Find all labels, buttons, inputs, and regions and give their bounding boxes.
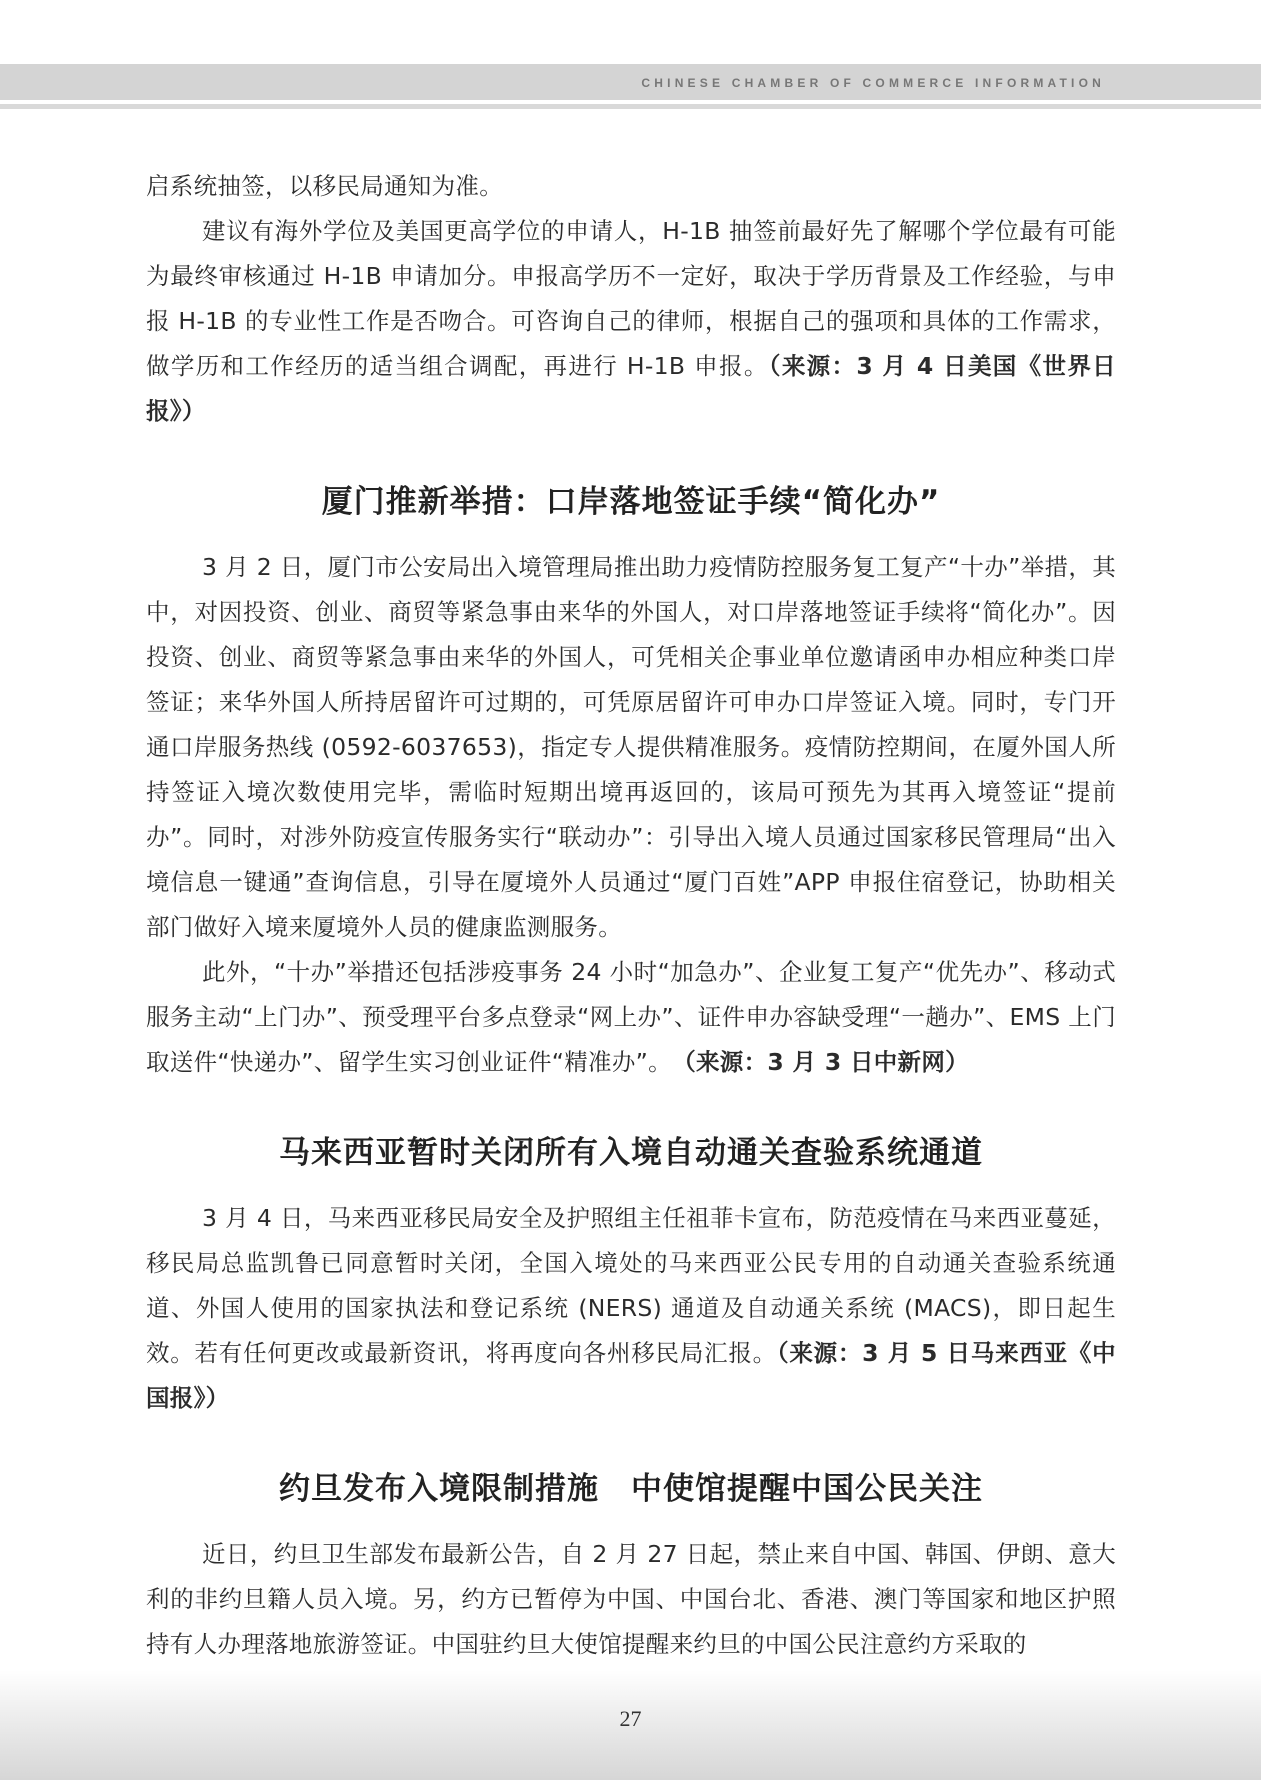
page-number: 27	[619, 1706, 642, 1731]
running-header: CHINESE CHAMBER OF COMMERCE INFORMATION	[641, 76, 1105, 90]
source-citation: （来源：3 月 4 日美国《世界日报》）	[146, 352, 1116, 425]
article-paragraph-text: 此外，“十办”举措还包括涉疫事务 24 小时“加急办”、企业复工复产“优先办”、移动式服务主动“上门办”、预受理平台多点登录“网上办”、证件申办容缺受理“一趟办”、EMS 上门取送件“快递办”、留学生实习创业证件“精准办”。	[146, 958, 1116, 1076]
article-title: 约旦发布入境限制措施 中使馆提醒中国公民关注	[279, 1471, 983, 1507]
article-paragraph	[146, 950, 1116, 1085]
article-paragraph	[146, 1196, 1116, 1421]
source-citation: （来源：3 月 5 日马来西亚《中国报》）	[146, 1339, 1116, 1412]
page-body	[146, 164, 1116, 1667]
article-paragraph: 3 月 2 日，厦门市公安局出入境管理局推出助力疫情防控服务复工复产“十办”举措，其中，对因投资、创业、商贸等紧急事由来华的外国人，对口岸落地签证手续将“简化办”。因投资、创业、商贸等紧急事由来华的外国人，可凭相关企事业单位邀请函申办相应种类口岸签证；来华外国人所持居留许可过期的，可凭原居留许可申办口岸签证入境。同时，专门开通口岸服务热线 (0592-6037653)，指定专人提供精准服务。疫情防控期间，在厦外国人所持签证入境次数使用完毕，需临时短期出境再返回的，该局可预先为其再入境签证“提前办”。同时，对涉外防疫宣传服务实行“联动办”：引导出入境人员通过国家移民管理局“出入境信息一键通”查询信息，引导在厦境外人员通过“厦门百姓”APP 申报住宿登记，协助相关部门做好入境来厦境外人员的健康监测服务。	[146, 553, 1116, 941]
article-title: 马来西亚暂时关闭所有入境自动通关查验系统通道	[279, 1135, 983, 1171]
source-citation: （来源：3 月 3 日中新网）	[683, 1048, 969, 1076]
article-paragraph-text: 3 月 4 日，马来西亚移民局安全及护照组主任祖菲卡宣布，防范疫情在马来西亚蔓延，移民局总监凯鲁已同意暂时关闭，全国入境处的马来西亚公民专用的自动通关查验系统通道、外国人使用的国家执法和登记系统 (NERS) 通道及自动通关系统 (MACS)，即日起生效。若有任何更改或最新资讯，将再度向各州移民局汇报。	[146, 1204, 1116, 1367]
article-title: 厦门推新举措：口岸落地签证手续“简化办”	[321, 484, 941, 520]
article-paragraph: 近日，约旦卫生部发布最新公告，自 2 月 27 日起，禁止来自中国、韩国、伊朗、意大利的非约旦籍人员入境。另，约方已暂停为中国、中国台北、香港、澳门等国家和地区护照持有人办理落地旅游签证。中国驻约旦大使馆提醒来约旦的中国公民注意约方采取的	[146, 1540, 1116, 1658]
header-rule	[0, 104, 1261, 109]
intro-paragraph-text: 建议有海外学位及美国更高学位的申请人，H-1B 抽签前最好先了解哪个学位最有可能为最终审核通过 H-1B 申请加分。申报高学历不一定好，取决于学历背景及工作经验，与申报 H-1B 的专业性工作是否吻合。可咨询自己的律师，根据自己的强项和具体的工作需求，做学历和工作经历的适当组合调配，再进行 H-1B 申报。	[146, 217, 1116, 380]
continuation-line: 启系统抽签，以移民局通知为准。	[146, 172, 503, 200]
intro-paragraph	[146, 209, 1116, 434]
